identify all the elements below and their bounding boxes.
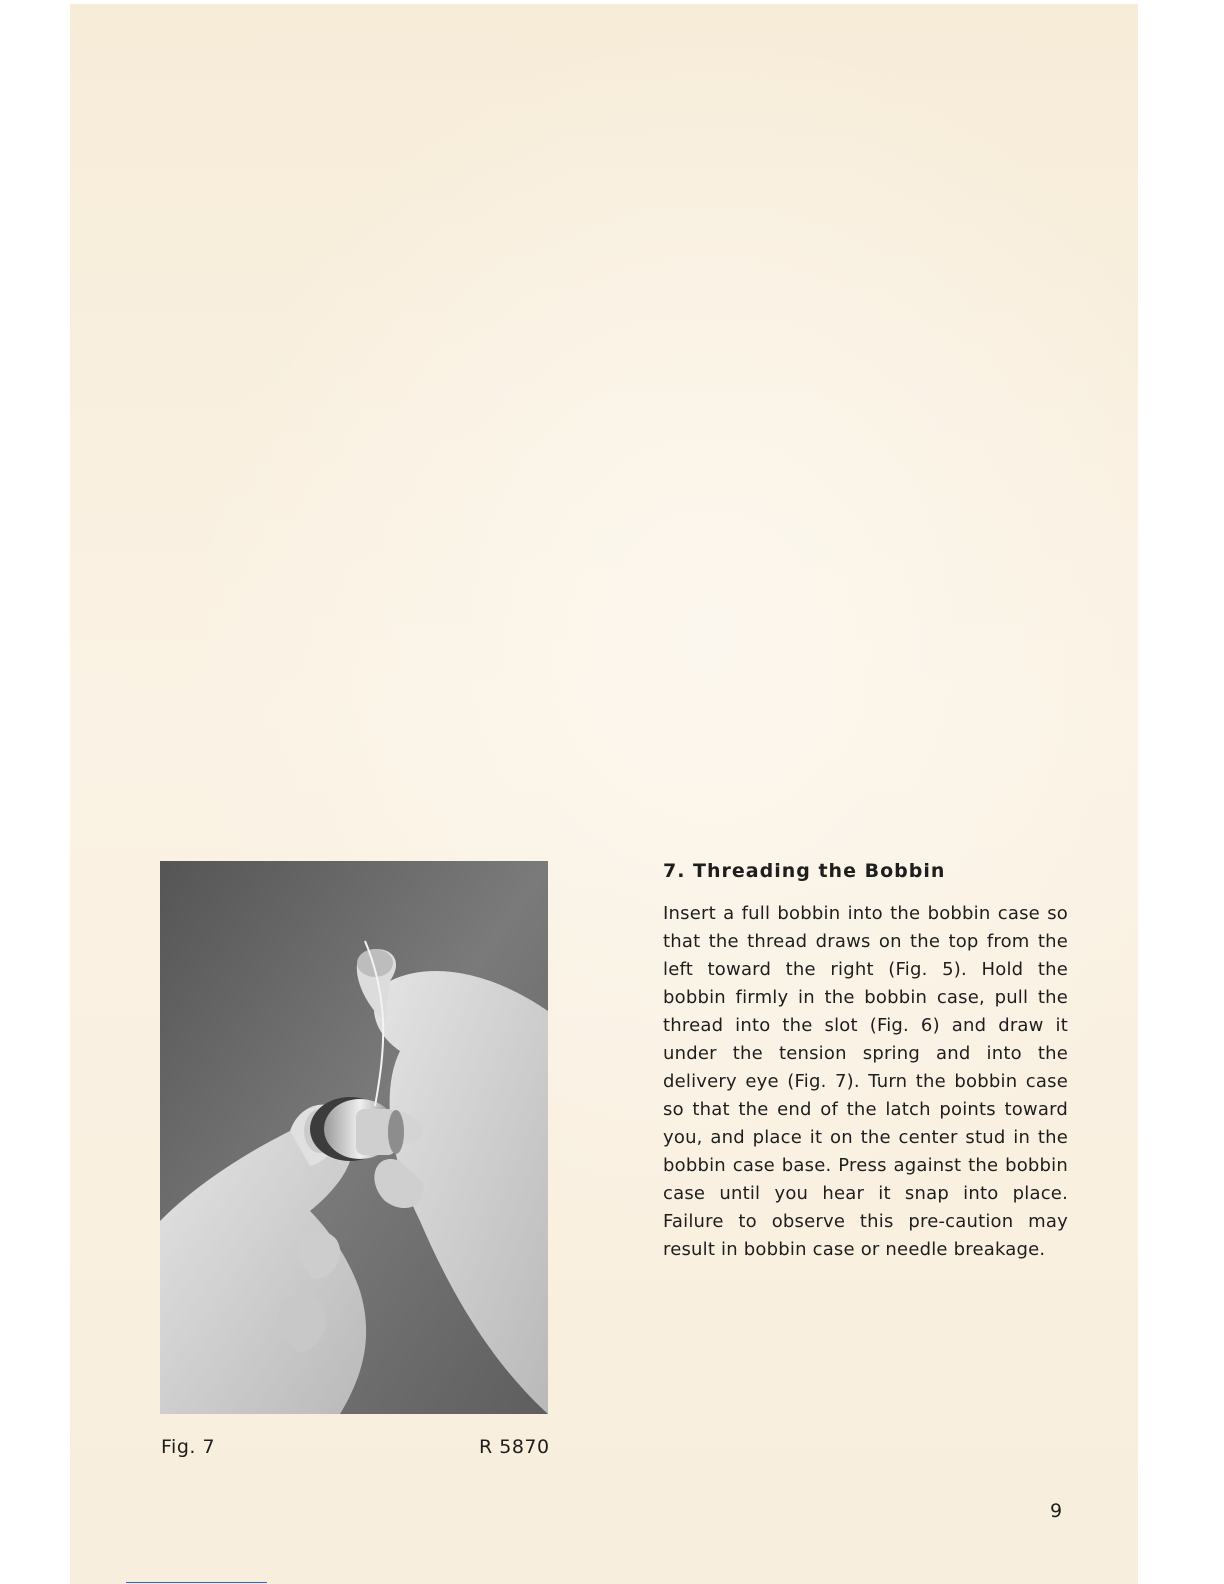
bobbin-threading-illustration (160, 861, 548, 1414)
figure-label: Fig. 7 (161, 1436, 216, 1458)
page-number: 9 (1050, 1500, 1063, 1522)
instructions-section (663, 858, 1068, 1264)
section-heading: 7. Threading the Bobbin (663, 860, 946, 882)
bottom-divider (126, 1582, 267, 1583)
photo-reference-code: R 5870 (479, 1436, 550, 1458)
figure-photo-hands-threading-bobbin (160, 861, 548, 1414)
section-body: Insert a full bobbin into the bobbin case so that the thread draws on the top from the left toward the right (Fig. 5). Hold the bobbin firmly in the bobbin case, pull the thread into the slot (Fig. 6) and draw it under the tension spring and into the delivery eye (Fig. 7). Turn the bobbin case so that the end of the latch points toward you, and place it on the center stud in the bobbin case base. Press against the bobbin case until you hear it snap into place. Failure to observe this pre-caution may result in bobbin case or needle breakage. (663, 903, 1068, 1260)
